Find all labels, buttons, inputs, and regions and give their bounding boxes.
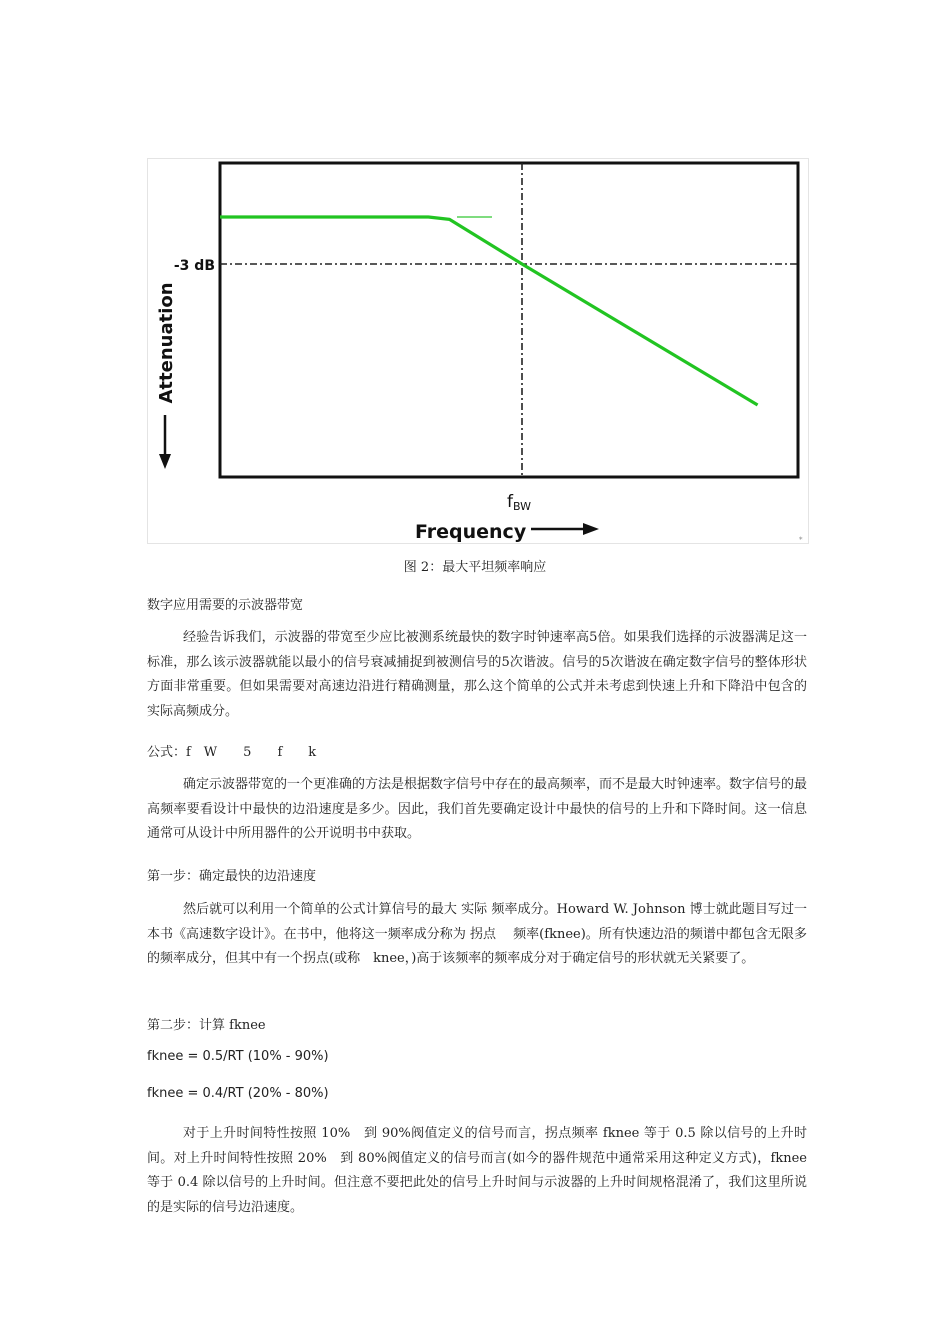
step-2-heading: 第二步：计算 fknee <box>147 1018 266 1033</box>
frequency-response-figure <box>147 158 809 544</box>
fbw-label: fBW <box>507 492 532 513</box>
paragraph-2: 确定示波器带宽的一个更准确的方法是根据数字信号中存在的最高频率，而不是最大时钟速率。数字信号的最高频率要看设计中最快的边沿速度是多少。因此，我们首先要确定设计中最快的信号的上升和下降时间。这一信息通常可从设计中所用器件的公开说明书中获取。 <box>147 777 808 841</box>
attenuation-label: Attenuation <box>156 282 177 404</box>
figure-caption: 图 2：最大平坦频率响应 <box>403 560 547 575</box>
equation-1: fknee = 0.5/RT (10% - 90%) <box>147 1049 329 1064</box>
paragraph-1: 经验告诉我们，示波器的带宽至少应比被测系统最快的数字时钟速率高5倍。如果我们选择的示波器满足这一标准，那么该示波器就能以最小的信号衰减捕捉到被测信号的5次谐波。信号的5次谐波在确定数字信号的整体形状方面非常重要。但如果需要对高速边沿进行精确测量，那么这个简单的公式并未考虑到快速上升和下降沿中包含的实际高频成分。 <box>147 630 807 719</box>
paragraph-3: 然后就可以利用一个简单的公式计算信号的最大 实际 频率成分。Howard W. Johnson 博士就此题目写过一本书《高速数字设计》。在书中，他将这一频率成分称为 拐点 频率(fknee)。所有快速边沿的频谱中都包含无限多的频率成分，但其中有一个拐点(或称 knee，)高于该频率的频率成分对于确定信号的形状就无关紧要了。 <box>147 902 807 966</box>
paragraph-4: 对于上升时间特性按照 10% 到 90%阀值定义的信号而言，拐点频率 fknee 等于 0.5 除以信号的上升时间。对上升时间特性按照 20% 到 80%阀值定义的信号而言(如今的器件规范中通常采用这种定义方式)，fknee 等于 0.4 除以信号的上升时间。但注意不要把此处的信号上升时间与示波器的上升时间规格混淆了，我们这里所说的是实际的信号边沿速度。 <box>147 1126 807 1215</box>
equation-2: fknee = 0.4/RT (20% - 80%) <box>147 1086 329 1101</box>
formula-line: 公式：f W 5 f k <box>147 745 317 760</box>
step-1-heading: 第一步：确定最快的边沿速度 <box>147 869 317 884</box>
plot-frame <box>220 163 798 477</box>
minus-3db-label: -3 dB <box>173 258 215 274</box>
attenuation-arrow-icon <box>159 454 171 469</box>
frequency-label: Frequency <box>415 521 527 543</box>
section-heading: 数字应用需要的示波器带宽 <box>147 598 304 613</box>
corner-mark: * <box>799 536 803 544</box>
response-curve <box>220 217 758 405</box>
frequency-arrow-icon <box>583 523 599 535</box>
